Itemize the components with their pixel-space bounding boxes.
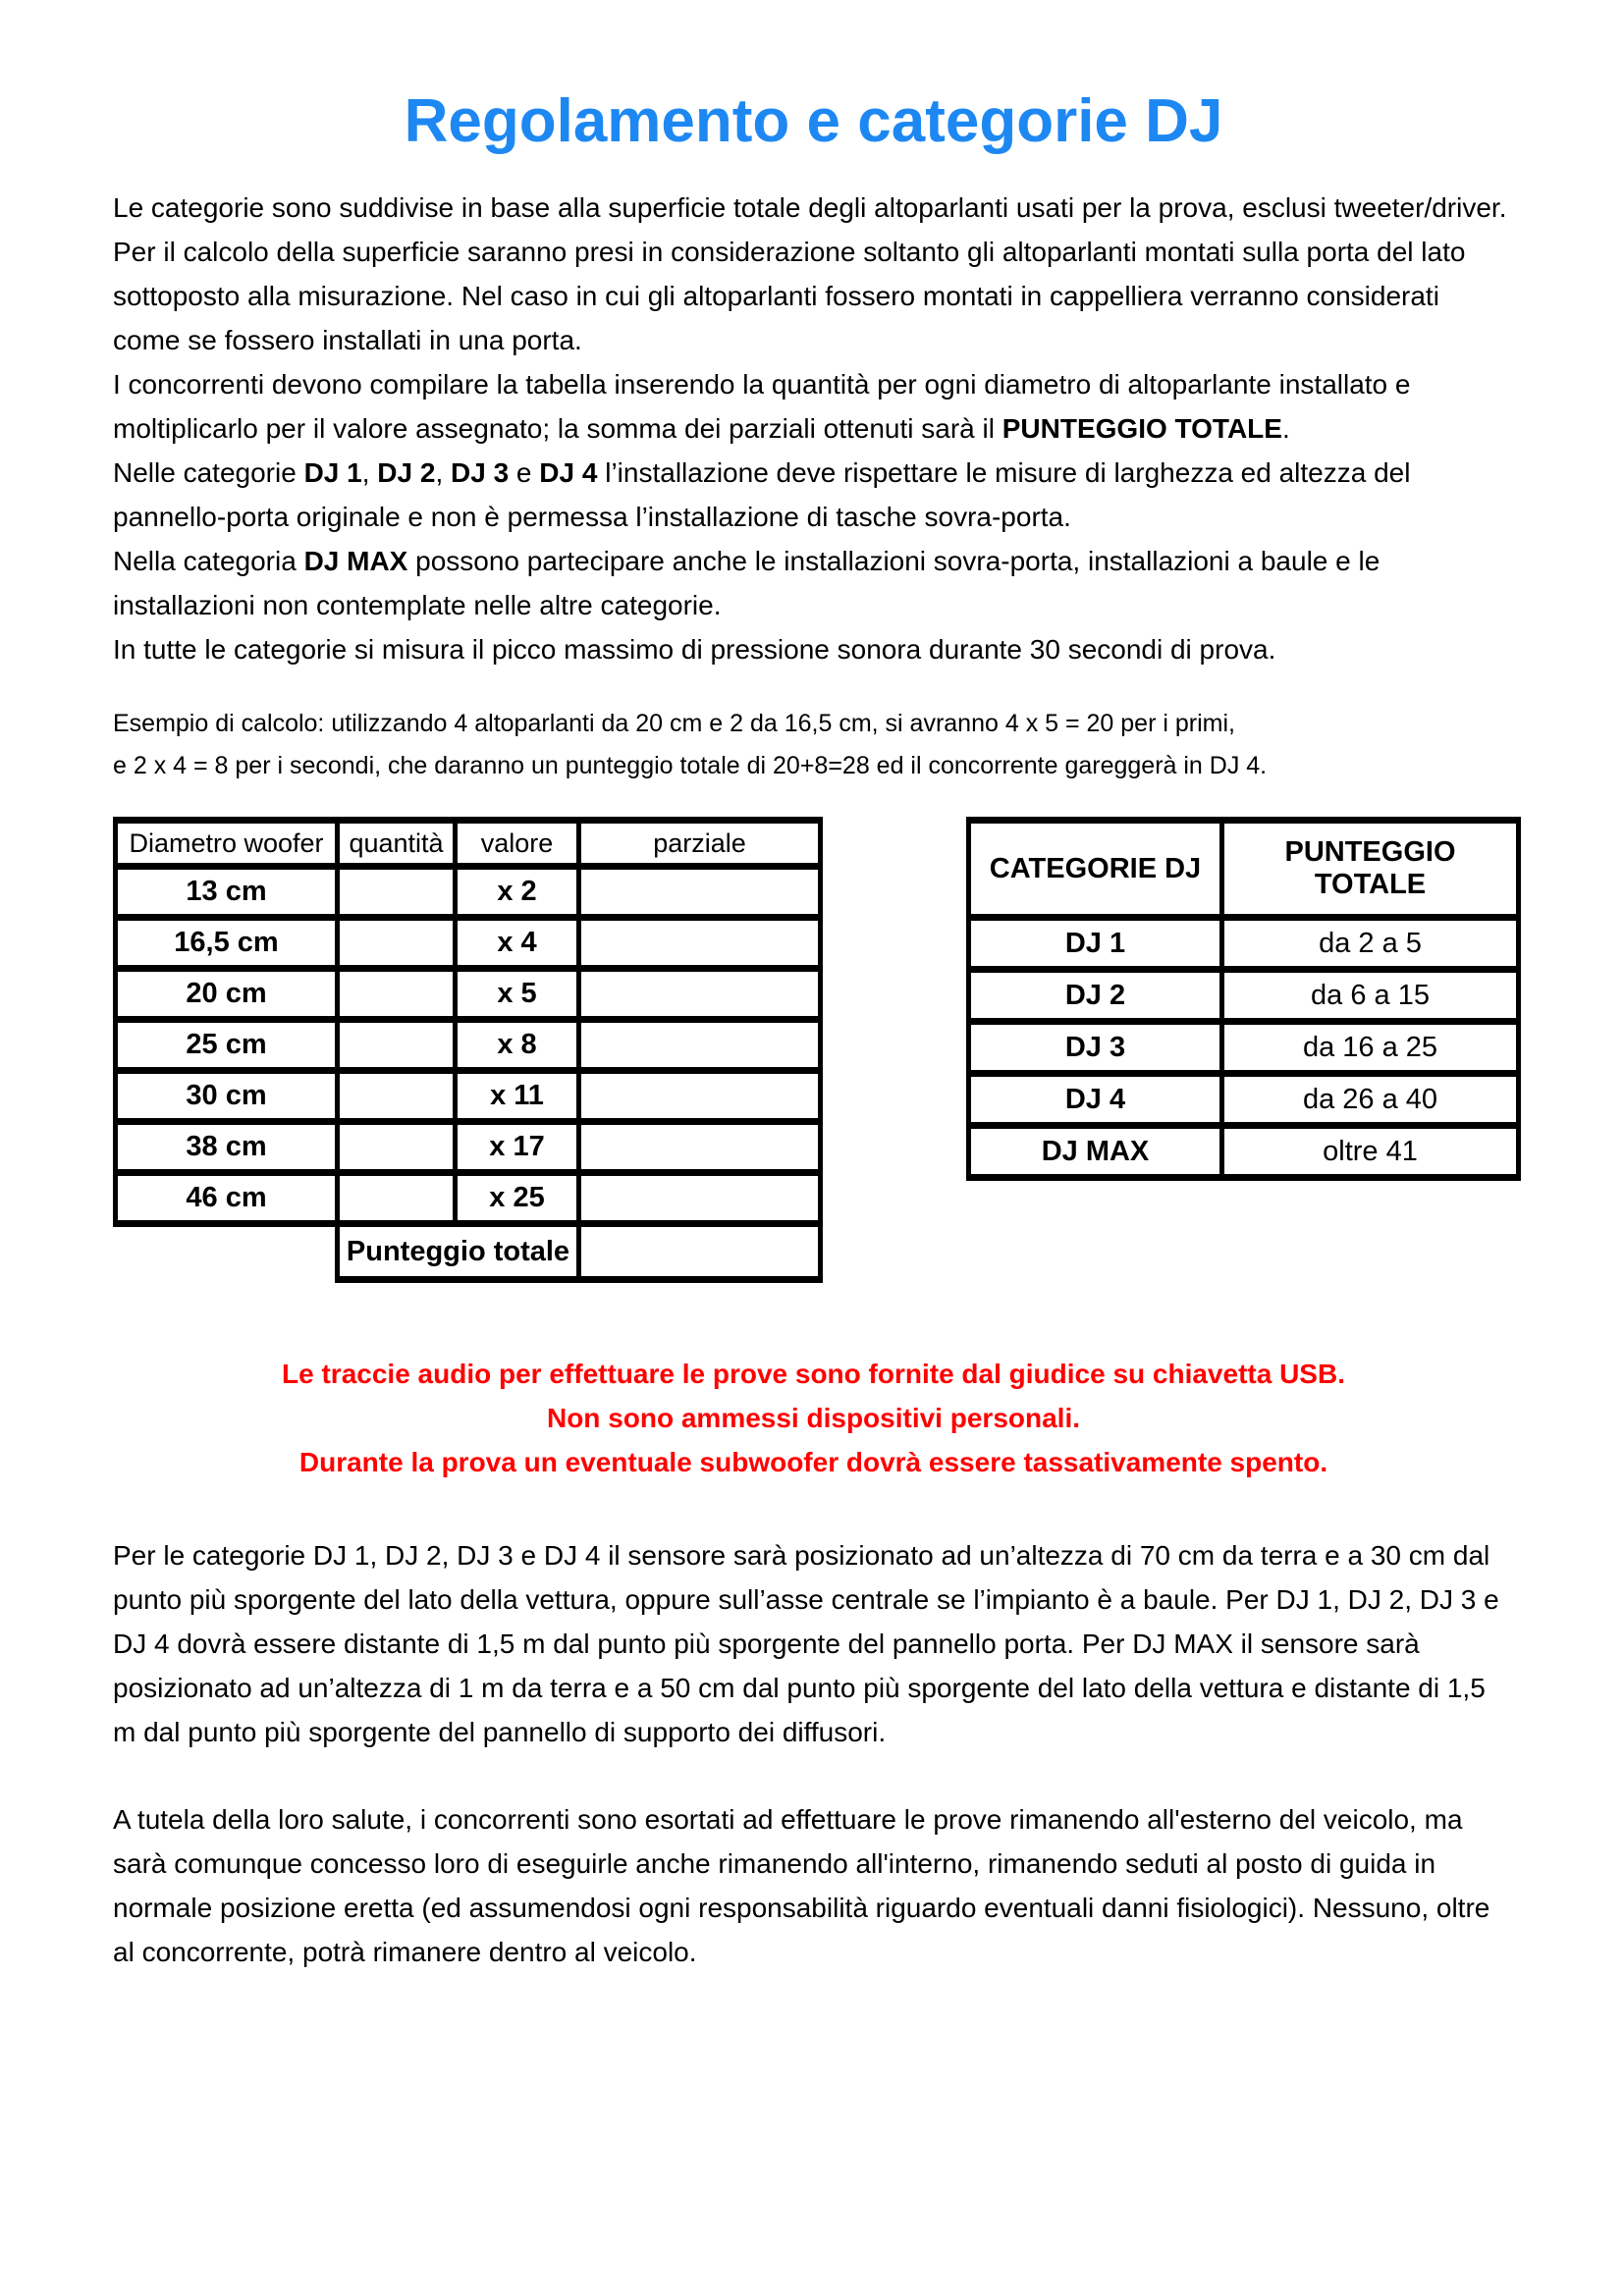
table-row bbox=[116, 918, 821, 969]
value-multiplier: x 17 bbox=[456, 1122, 579, 1173]
quantity-cell bbox=[338, 918, 456, 969]
value-multiplier: x 11 bbox=[456, 1071, 579, 1122]
value-multiplier: x 2 bbox=[456, 867, 579, 918]
dj-category-table bbox=[966, 817, 1521, 1181]
paragraph-measurement: In tutte le categorie si misura il picco massimo di pressione sonora durante 30 secondi di prova. bbox=[113, 634, 1276, 666]
header-quantita: quantità bbox=[338, 821, 456, 867]
category-score-range: da 2 a 5 bbox=[1222, 918, 1519, 970]
warning-line-devices: Non sono ammessi dispositivi personali. bbox=[546, 1403, 1081, 1434]
table-row bbox=[969, 970, 1519, 1022]
calculation-example bbox=[113, 703, 1514, 787]
paragraph-safety: A tutela della loro salute, i concorrenti sono esortati ad effettuare le prove rimanendo all'esterno del veicolo, ma sarà comunque concesso loro di eseguirle anche rimanendo all'interno, rimanendo seduti al posto di guida in normale posizione eretta (ed assumendosi ogni responsabilità riguardo eventuali danni fisiologici). Nessuno, oltre al concorrente, potrà rimanere dentro al veicolo. bbox=[113, 1804, 1490, 1968]
paragraph-djmax-rules: Nella categoria DJ MAX possono partecipare anche le installazioni sovra-porta, installazioni a baule e le installazioni non contemplate nelle altre categorie. bbox=[113, 546, 1380, 621]
value-multiplier: x 8 bbox=[456, 1020, 579, 1071]
safety-section bbox=[113, 1797, 1514, 1974]
table-row bbox=[116, 867, 821, 918]
category-name: DJ MAX bbox=[969, 1126, 1222, 1178]
woofer-diameter: 25 cm bbox=[116, 1020, 338, 1071]
woofer-table-header-row bbox=[116, 821, 821, 867]
partial-cell bbox=[579, 1122, 821, 1173]
header-punteggio-totale: PUNTEGGIO TOTALE bbox=[1222, 821, 1519, 918]
partial-cell bbox=[579, 969, 821, 1020]
table-row bbox=[969, 1074, 1519, 1126]
paragraph-categories-split: Le categorie sono suddivise in base alla superficie totale degli altoparlanti usati per la prova, esclusi tweeter/driver. Per il calcolo della superficie saranno presi in considerazione soltanto gli altoparlanti montati sulla porta del lato sottoposto alla misurazione. Nel caso in cui gli altoparlanti fossero montati in cappelliera verranno considerati come se fossero installati in una porta. bbox=[113, 192, 1507, 356]
partial-cell bbox=[579, 918, 821, 969]
sensor-position-section bbox=[113, 1533, 1514, 1754]
quantity-cell bbox=[338, 1020, 456, 1071]
table-row bbox=[969, 1126, 1519, 1178]
woofer-score-table bbox=[113, 817, 823, 1283]
example-line-2: e 2 x 4 = 8 per i secondi, che daranno un punteggio totale di 20+8=28 ed il concorrente gareggerà in DJ 4. bbox=[113, 752, 1268, 780]
category-score-range: oltre 41 bbox=[1222, 1126, 1519, 1178]
quantity-cell bbox=[338, 1122, 456, 1173]
partial-cell bbox=[579, 1020, 821, 1071]
value-multiplier: x 25 bbox=[456, 1173, 579, 1224]
page-content bbox=[0, 86, 1624, 1974]
page-title: Regolamento e categorie DJ bbox=[404, 87, 1223, 155]
quantity-cell bbox=[338, 1173, 456, 1224]
paragraph-dj1-dj4-rules: Nelle categorie DJ 1, DJ 2, DJ 3 e DJ 4 l’installazione deve rispettare le misure di larghezza ed altezza del pannello-porta originale e non è permessa l’installazione di tasche sovra-porta. bbox=[113, 457, 1411, 533]
woofer-diameter: 46 cm bbox=[116, 1173, 338, 1224]
category-score-range: da 26 a 40 bbox=[1222, 1074, 1519, 1126]
quantity-cell bbox=[338, 1071, 456, 1122]
warning-line-subwoofer: Durante la prova un eventuale subwoofer dovrà essere tassativamente spento. bbox=[298, 1447, 1328, 1478]
category-name: DJ 2 bbox=[969, 970, 1222, 1022]
quantity-cell bbox=[338, 867, 456, 918]
table-row bbox=[116, 1071, 821, 1122]
paragraph-fill-table: I concorrenti devono compilare la tabella inserendo la quantità per ogni diametro di altoparlante installato e moltiplicarlo per il valore assegnato; la somma dei parziali ottenuti sarà il PUNTEGGIO TOTALE. bbox=[113, 369, 1411, 445]
category-table-header-row bbox=[969, 821, 1519, 918]
header-categorie-dj: CATEGORIE DJ bbox=[969, 821, 1222, 918]
category-name: DJ 1 bbox=[969, 918, 1222, 970]
warning-notice bbox=[113, 1352, 1514, 1484]
header-parziale: parziale bbox=[579, 821, 821, 867]
empty-spacer-cell bbox=[116, 1224, 338, 1280]
tables-section bbox=[113, 817, 1514, 1283]
woofer-diameter: 38 cm bbox=[116, 1122, 338, 1173]
woofer-diameter: 13 cm bbox=[116, 867, 338, 918]
table-row bbox=[116, 969, 821, 1020]
header-diametro-woofer: Diametro woofer bbox=[116, 821, 338, 867]
table-row bbox=[969, 918, 1519, 970]
quantity-cell bbox=[338, 969, 456, 1020]
category-name: DJ 4 bbox=[969, 1074, 1222, 1126]
value-multiplier: x 5 bbox=[456, 969, 579, 1020]
woofer-diameter: 30 cm bbox=[116, 1071, 338, 1122]
woofer-diameter: 20 cm bbox=[116, 969, 338, 1020]
paragraph-sensor-position: Per le categorie DJ 1, DJ 2, DJ 3 e DJ 4 il sensore sarà posizionato ad un’altezza di 70 cm da terra e a 30 cm dal punto più sporgente del lato della vettura, oppure sull’asse centrale se l’impianto è a baule. Per DJ 1, DJ 2, DJ 3 e DJ 4 dovrà essere distante di 1,5 m dal punto più sporgente del pannello porta. Per DJ MAX il sensore sarà posizionato ad un’altezza di 1 m da terra e a 50 cm dal punto più sporgente del lato della vettura e distante di 1,5 m dal punto più sporgente del pannello di supporto dei diffusori. bbox=[113, 1540, 1499, 1748]
category-score-range: da 6 a 15 bbox=[1222, 970, 1519, 1022]
total-label: Punteggio totale bbox=[338, 1224, 579, 1280]
table-row bbox=[116, 1020, 821, 1071]
partial-cell bbox=[579, 1173, 821, 1224]
warning-line-usb: Le traccie audio per effettuare le prove sono fornite dal giudice su chiavetta USB. bbox=[282, 1359, 1345, 1390]
value-multiplier: x 4 bbox=[456, 918, 579, 969]
table-row bbox=[116, 1122, 821, 1173]
partial-cell bbox=[579, 867, 821, 918]
example-line-1: Esempio di calcolo: utilizzando 4 altoparlanti da 20 cm e 2 da 16,5 cm, si avranno 4 x 5 = 20 per i primi, bbox=[113, 710, 1235, 738]
total-row bbox=[116, 1224, 821, 1280]
partial-cell bbox=[579, 1071, 821, 1122]
table-row bbox=[116, 1173, 821, 1224]
category-score-range: da 16 a 25 bbox=[1222, 1022, 1519, 1074]
intro-section bbox=[113, 186, 1514, 671]
woofer-diameter: 16,5 cm bbox=[116, 918, 338, 969]
total-score-cell bbox=[579, 1224, 821, 1280]
table-row bbox=[969, 1022, 1519, 1074]
header-valore: valore bbox=[456, 821, 579, 867]
category-name: DJ 3 bbox=[969, 1022, 1222, 1074]
